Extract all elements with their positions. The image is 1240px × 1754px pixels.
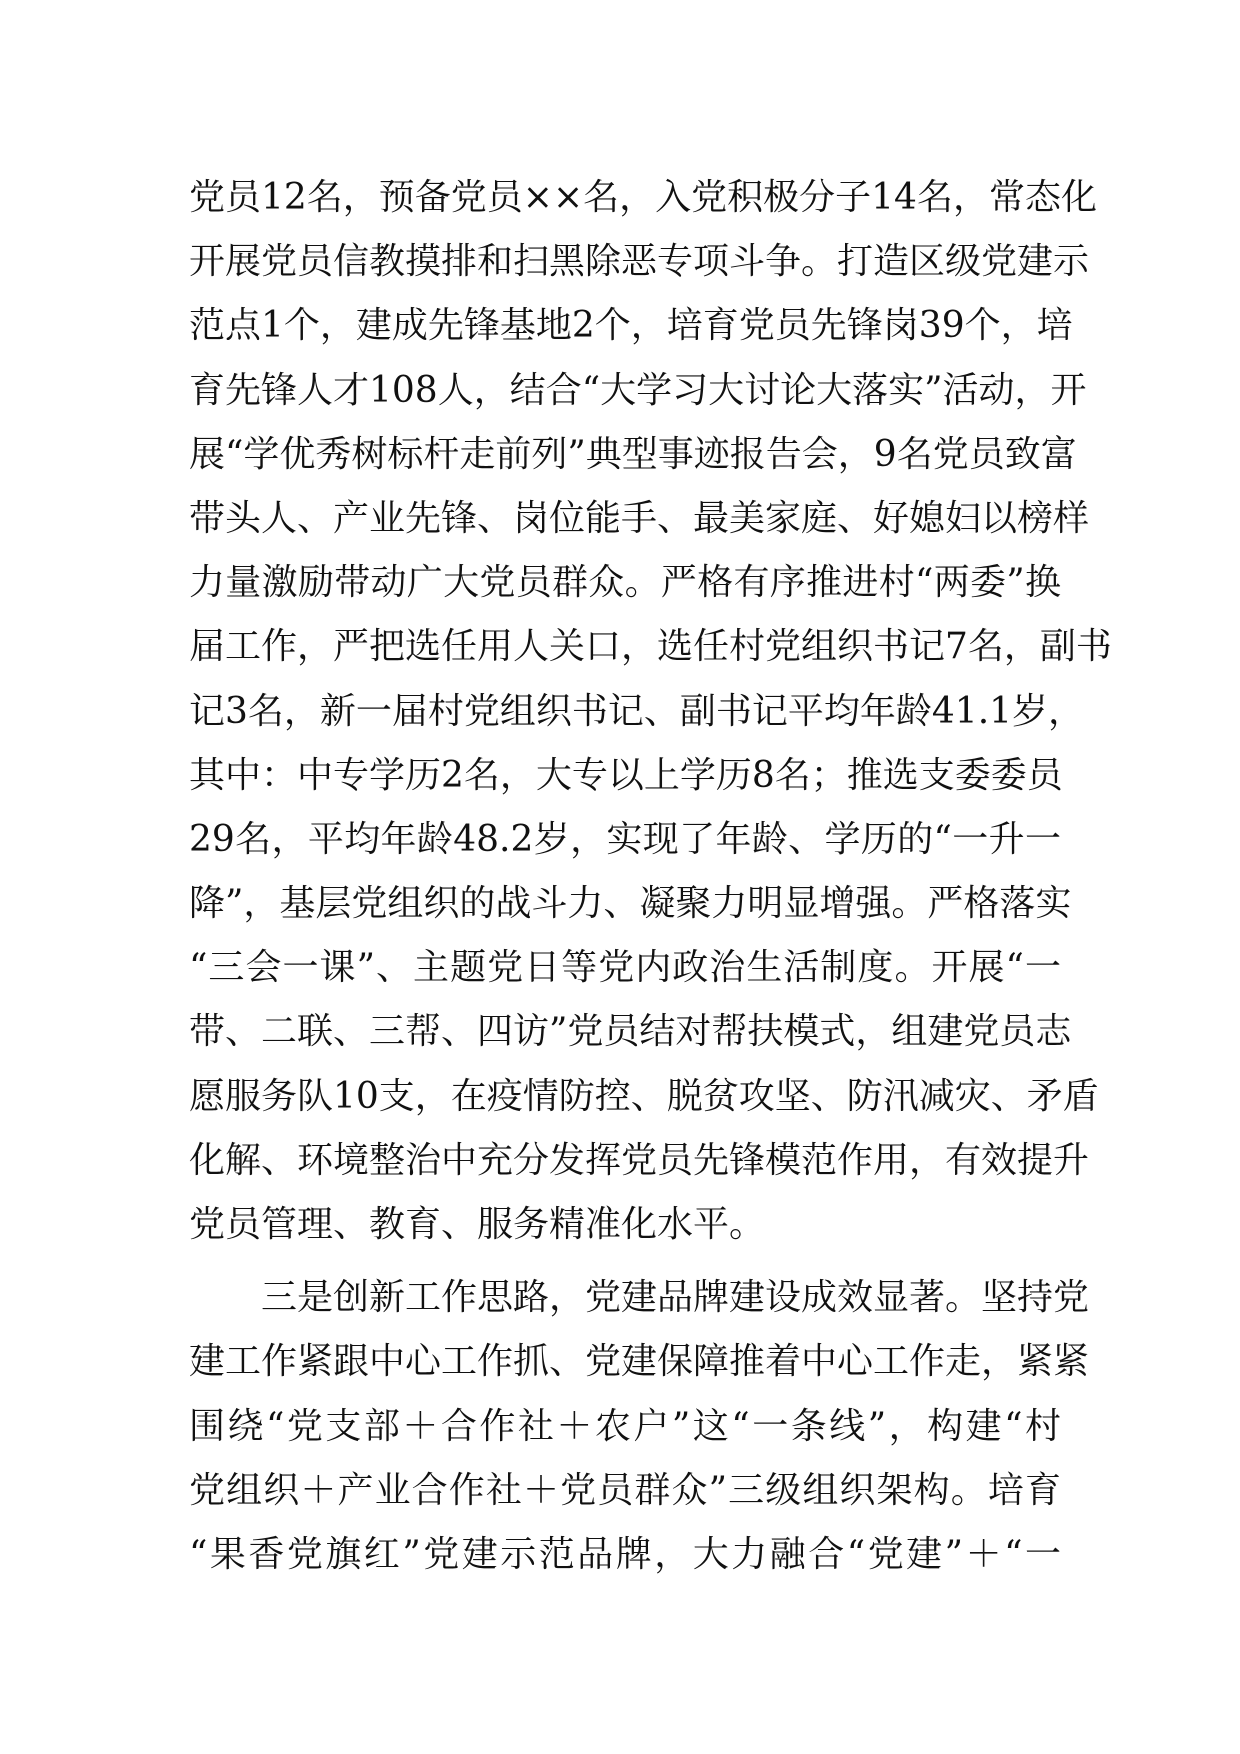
text-line: “三会一课”、主题党日等党内政治生活制度。开展“一: [189, 947, 1061, 989]
text-line: 党员管理、教育、服务精准化水平。: [189, 1204, 766, 1245]
text-line: 党员12名，预备党员××名，入党积极分子14名，常态化: [189, 177, 1097, 218]
paragraph: [189, 1266, 1090, 1587]
text-line: 化解、环境整治中充分发挥党员先锋模范作用，有效提升: [189, 1139, 1090, 1181]
text-line: 届工作，严把选任用人关口，选任村党组织书记7名，副书: [189, 626, 1112, 668]
text-line: 其中：中专学历2名，大专以上学历8名；推选支委委员: [189, 754, 1063, 796]
text-line: 愿服务队10支，在疫情防控、脱贫攻坚、防汛减灾、矛盾: [189, 1075, 1099, 1117]
paragraph-spacing: [189, 1257, 1061, 1266]
text-line: “果香党旗红”党建示范品牌，大力融合“党建”＋“一: [189, 1533, 1061, 1575]
text-line: 带、二联、三帮、四访”党员结对帮扶模式，组建党员志: [189, 1011, 1072, 1053]
text-line: 降”，基层党组织的战斗力、凝聚力明显增强。严格落实: [189, 883, 1072, 925]
text-line: 育先锋人才108人，结合“大学习大讨论大落实”活动，开: [189, 369, 1087, 411]
body-text: [189, 166, 1112, 1587]
text-line: 建工作紧跟中心工作抓、党建保障推着中心工作走，紧紧: [189, 1341, 1090, 1383]
text-line: 29名，平均年龄48.2岁，实现了年龄、学历的“一升一: [189, 818, 1061, 860]
text-line: 围绕“党支部＋合作社＋农户”这“一条线”，构建“村: [189, 1405, 1061, 1447]
text-line: 三是创新工作思路，党建品牌建设成效显著。坚持党: [261, 1277, 1090, 1319]
text-line: 力量激励带动广大党员群众。严格有序推进村“两委”换: [189, 562, 1061, 604]
text-line: 展“学优秀树标杆走前列”典型事迹报告会，9名党员致富: [189, 433, 1077, 475]
paragraph: [189, 166, 1112, 1257]
text-line: 记3名，新一届村党组织书记、副书记平均年龄41.1岁，: [189, 690, 1085, 732]
text-line: 带头人、产业先锋、岗位能手、最美家庭、好媳妇以榜样: [189, 497, 1090, 539]
text-line: 党组织＋产业合作社＋党员群众”三级组织架构。培育: [189, 1469, 1061, 1511]
text-line: 开展党员信教摸排和扫黑除恶专项斗争。打造区级党建示: [189, 241, 1090, 283]
text-line: 范点1个，建成先锋基地2个，培育党员先锋岗39个，培: [189, 305, 1073, 347]
